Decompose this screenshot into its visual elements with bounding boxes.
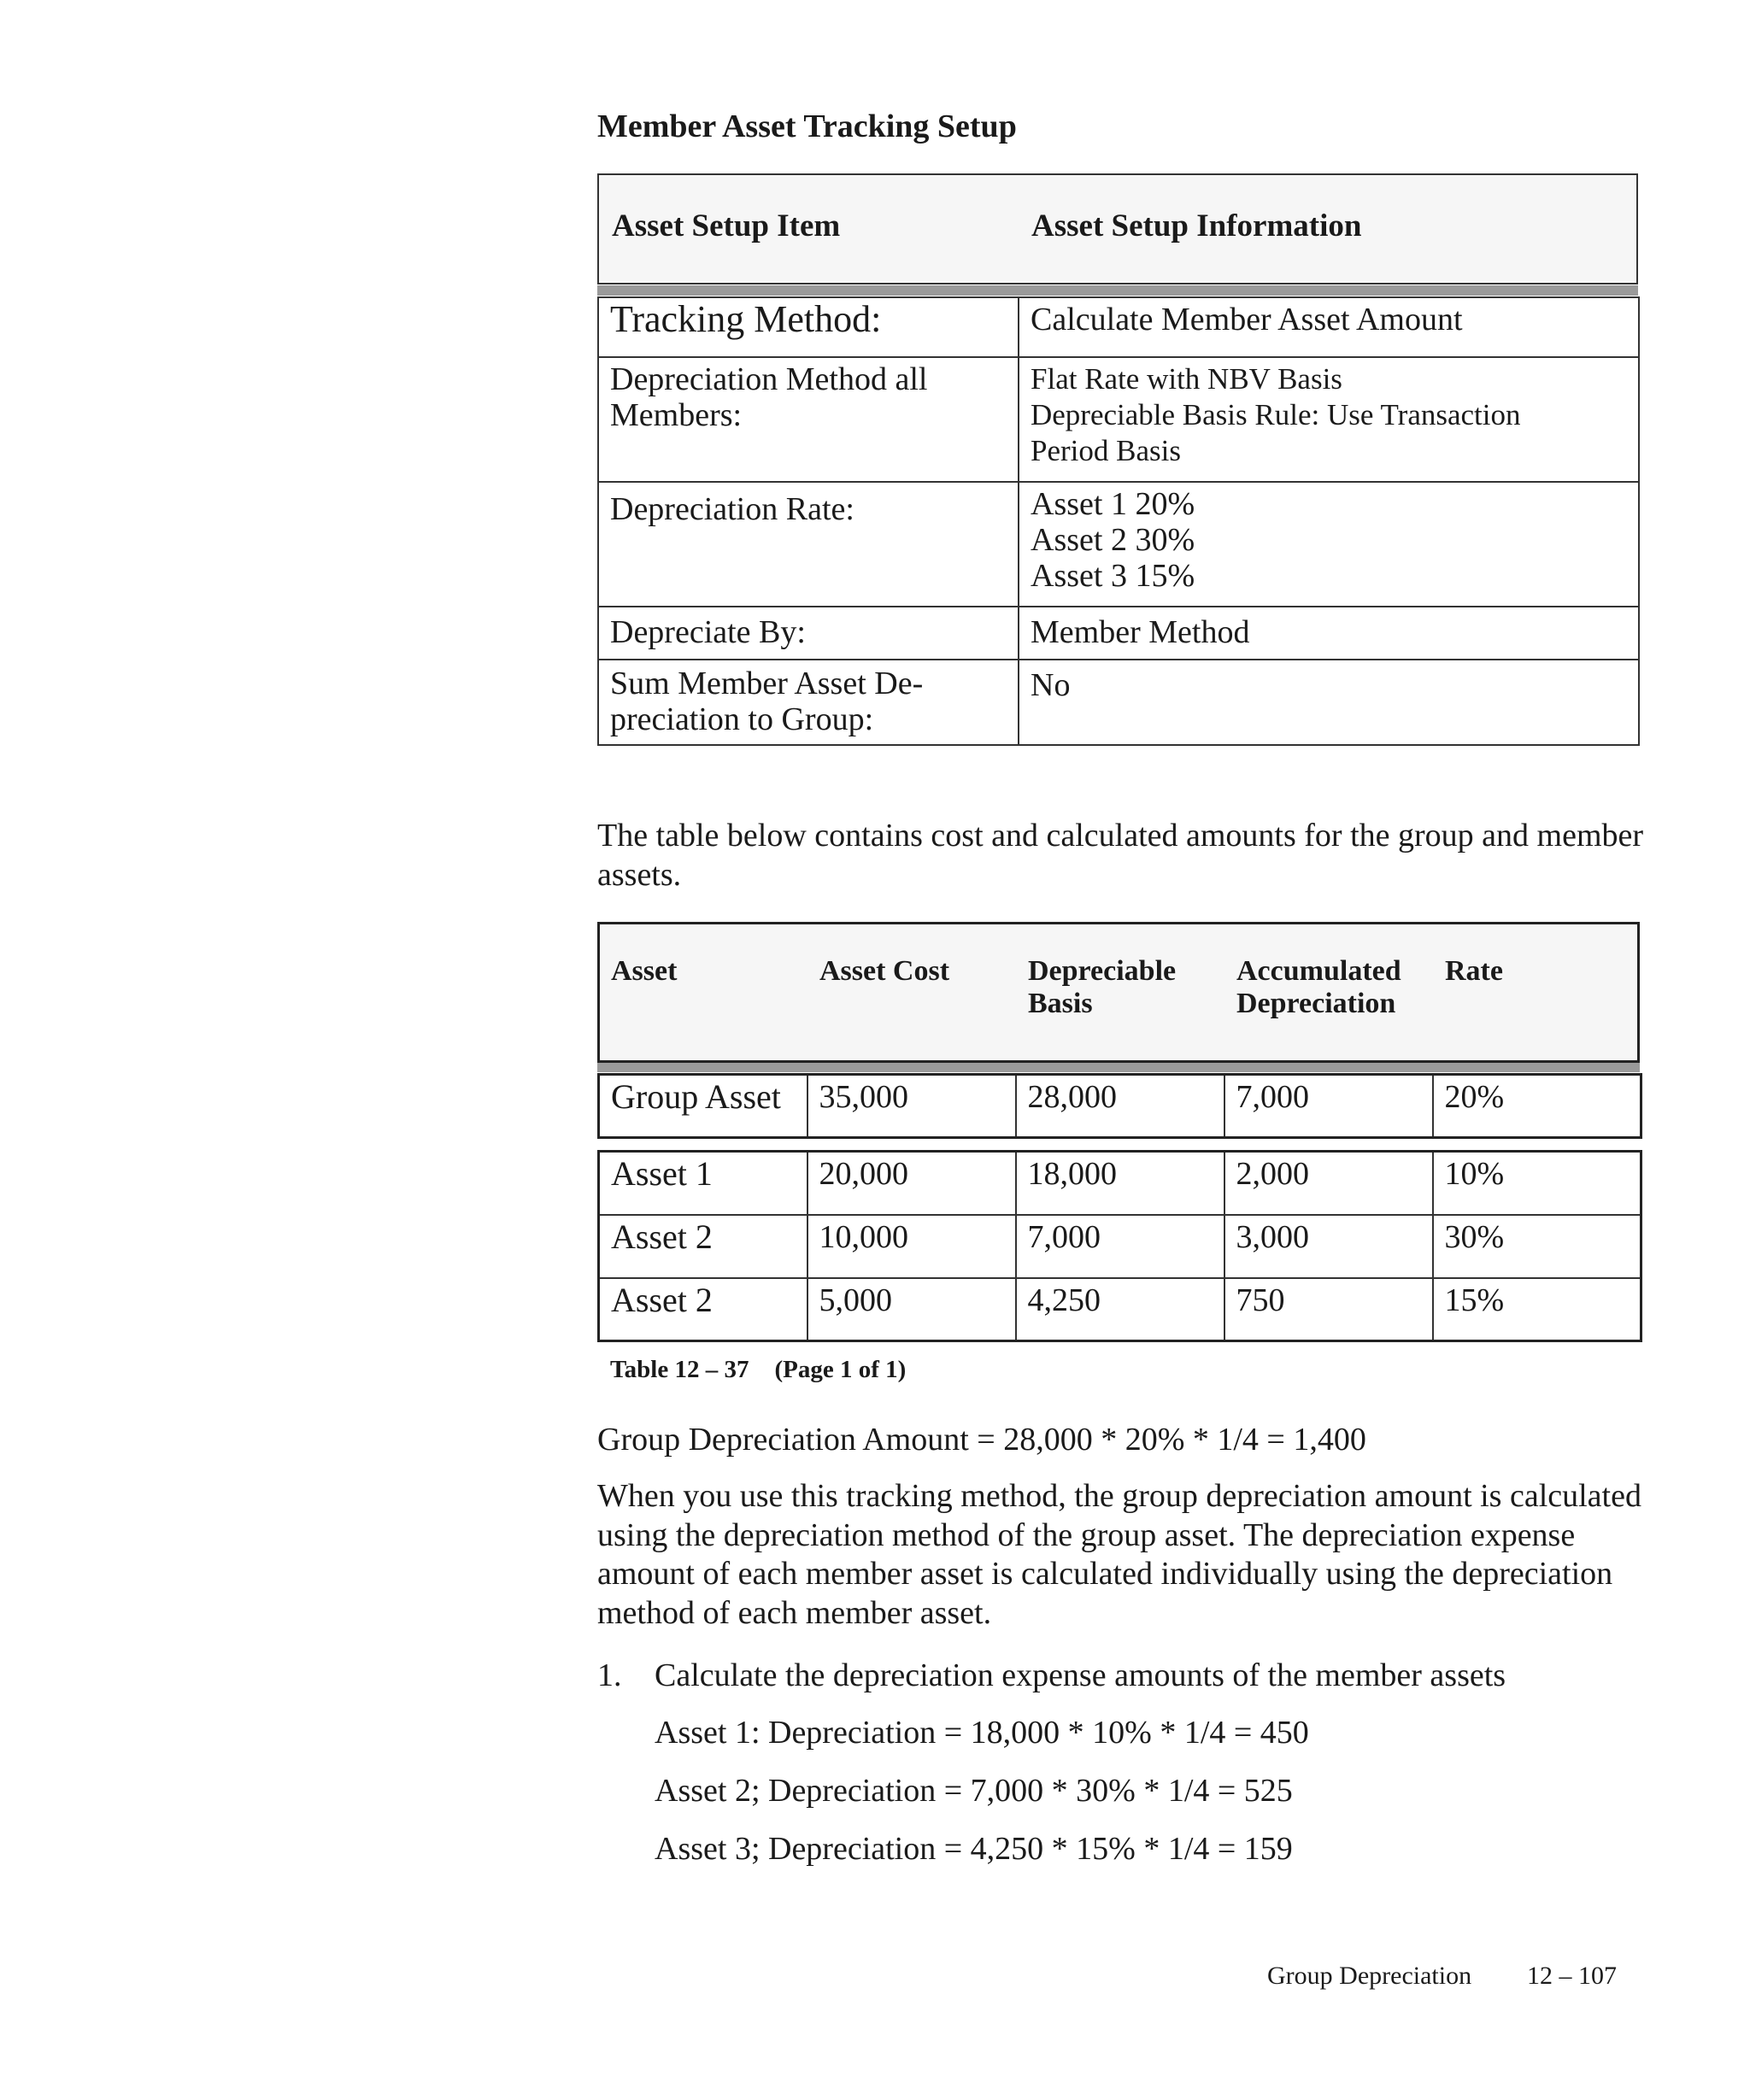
table-row	[599, 1152, 1641, 1215]
setup-info-line: Asset 3 15%	[1031, 558, 1195, 594]
cost-table-header	[597, 922, 1640, 1063]
setup-info	[1019, 482, 1639, 607]
table-cell: 30%	[1433, 1215, 1641, 1278]
caption-number: Table 12 – 37	[610, 1356, 749, 1383]
setup-info: Member Method	[1019, 607, 1639, 660]
setup-header-item: Asset Setup Item	[612, 208, 841, 243]
step-number: 1.	[597, 1657, 622, 1693]
setup-info: No	[1019, 660, 1639, 745]
caption-page: (Page 1 of 1)	[774, 1356, 907, 1383]
setup-row-tracking-method	[598, 297, 1639, 357]
setup-item: Tracking Method:	[598, 297, 1019, 357]
table-cell: 28,000	[1016, 1075, 1224, 1138]
member-assets-table	[597, 1150, 1642, 1342]
cost-header-asset: Asset	[611, 955, 678, 987]
table-cell: Asset 1	[599, 1152, 807, 1215]
header-separator	[597, 1063, 1640, 1072]
setup-table-header	[597, 173, 1638, 284]
footer-section: Group Depreciation	[1267, 1962, 1472, 1990]
cost-header-rate: Rate	[1445, 955, 1503, 987]
step-text: Calculate the depreciation expense amounts of the member assets	[655, 1657, 1506, 1693]
table-cell: 4,250	[1016, 1278, 1224, 1341]
group-asset-table	[597, 1073, 1642, 1139]
setup-info-line: Period Basis	[1031, 434, 1181, 467]
header-separator	[597, 285, 1638, 296]
explanation-paragraph: When you use this tracking method, the group depreciation amount is calculated using the depreciation method of the group asset. The depreciation expense amount of each member asset is calculated individually using the depreciation method of each member asset.	[597, 1478, 1641, 1631]
setup-header-info: Asset Setup Information	[1031, 208, 1362, 243]
setup-info: Calculate Member Asset Amount	[1019, 297, 1639, 357]
group-depreciation-equation: Group Depreciation Amount = 28,000 * 20% * 1/4 = 1,400	[597, 1422, 1366, 1458]
setup-info	[1019, 357, 1639, 482]
setup-info-line: Asset 2 30%	[1031, 522, 1195, 558]
calculation-asset-2: Asset 2; Depreciation = 7,000 * 30% * 1/4 = 525	[655, 1773, 1293, 1809]
table-cell: 20,000	[807, 1152, 1016, 1215]
table-cell: 15%	[1433, 1278, 1641, 1341]
table-row	[599, 1278, 1641, 1341]
table-cell: Asset 2	[599, 1215, 807, 1278]
table-cell: 35,000	[807, 1075, 1016, 1138]
setup-item: Depreciate By:	[598, 607, 1019, 660]
table-cell: 5,000	[807, 1278, 1016, 1341]
setup-info-line: Asset 1 20%	[1031, 486, 1195, 522]
setup-item: Depreciation Method all Members:	[598, 357, 1019, 482]
setup-item: Sum Member Asset De-preciation to Group:	[598, 660, 1019, 745]
setup-table	[597, 296, 1640, 746]
setup-info-line: Depreciable Basis Rule: Use Transaction	[1031, 398, 1521, 431]
table-cell: 20%	[1433, 1075, 1641, 1138]
setup-row-depreciation-rate	[598, 482, 1639, 607]
table-cell: 10%	[1433, 1152, 1641, 1215]
table-cell: 18,000	[1016, 1152, 1224, 1215]
setup-info-line: Flat Rate with NBV Basis	[1031, 362, 1342, 396]
table-cell: 7,000	[1016, 1215, 1224, 1278]
setup-row-sum-member	[598, 660, 1639, 745]
table-row	[599, 1215, 1641, 1278]
setup-row-depreciate-by	[598, 607, 1639, 660]
table-cell: 2,000	[1224, 1152, 1433, 1215]
setup-row-depreciation-method	[598, 357, 1639, 482]
intro-paragraph: The table below contains cost and calculated amounts for the group and member assets.	[597, 818, 1644, 893]
cost-header-asset-cost: Asset Cost	[819, 955, 950, 987]
footer-page-number: 12 – 107	[1527, 1962, 1617, 1990]
table-cell: Group Asset	[599, 1075, 807, 1138]
cost-header-depreciable-basis: Depreciable Basis	[1028, 955, 1177, 1019]
calculation-asset-3: Asset 3; Depreciation = 4,250 * 15% * 1/4 = 159	[655, 1831, 1293, 1867]
table-row	[599, 1075, 1641, 1138]
setup-item: Depreciation Rate:	[598, 482, 1019, 607]
table-caption	[610, 1356, 906, 1384]
section-title: Member Asset Tracking Setup	[597, 109, 1017, 144]
calculation-asset-1: Asset 1: Depreciation = 18,000 * 10% * 1/4 = 450	[655, 1715, 1309, 1751]
cost-header-accumulated-depreciation: Accumulated Depreciation	[1236, 955, 1401, 1019]
table-cell: 10,000	[807, 1215, 1016, 1278]
table-cell: 750	[1224, 1278, 1433, 1341]
table-cell: Asset 2	[599, 1278, 807, 1341]
table-cell: 7,000	[1224, 1075, 1433, 1138]
table-cell: 3,000	[1224, 1215, 1433, 1278]
